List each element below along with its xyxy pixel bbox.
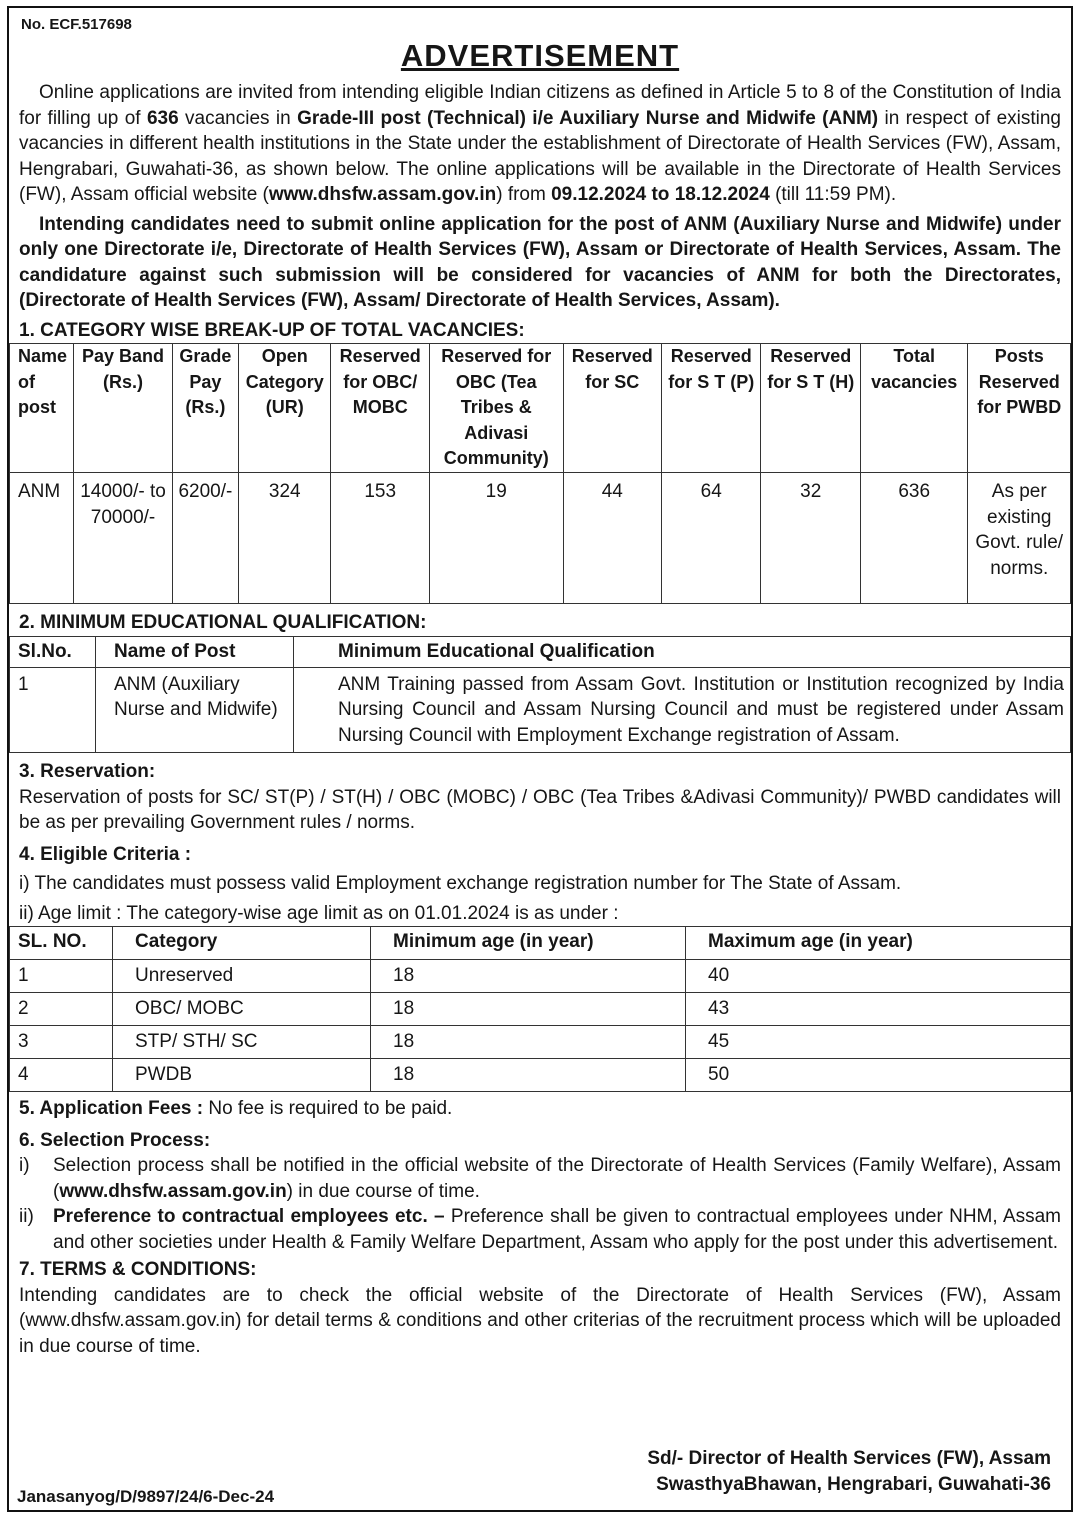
cell-min-age: 18 <box>371 993 686 1026</box>
section-2-heading: 2. MINIMUM EDUCATIONAL QUALIFICATION: <box>19 612 427 633</box>
cell-pwbd: As per existing Govt. rule/ norms. <box>968 473 1071 604</box>
vacancy-table <box>9 343 1071 604</box>
cell-obc-mobc: 153 <box>331 473 429 604</box>
cell-min-age: 18 <box>371 960 686 993</box>
fees-text: No fee is required to be paid. <box>203 1098 453 1119</box>
eligibility-item-2: ii) Age limit : The category-wise age limit as on 01.01.2024 is as under : <box>19 902 619 924</box>
age-limit-table <box>9 926 1071 1092</box>
section-1-heading: 1. CATEGORY WISE BREAK-UP OF TOTAL VACANCIES: <box>19 319 525 341</box>
col-st-h: Reserved for S T (H) <box>761 344 860 473</box>
vacancy-count: 636 <box>146 107 179 129</box>
col-obc-mobc: Reserved for OBC/ MOBC <box>331 344 429 473</box>
intro-section <box>9 80 1071 343</box>
list-number: i) <box>19 1155 30 1176</box>
cell-min-age: 18 <box>371 1026 686 1059</box>
table-row <box>10 473 1071 604</box>
section-3-heading: 3. Reservation: <box>19 761 156 782</box>
signature-line-2: SwasthyaBhawan, Hengrabari, Guwahati-36 <box>656 1474 1051 1495</box>
cell-category: PWDB <box>113 1059 371 1092</box>
selection-text-b: ) in due course of time. <box>286 1180 480 1202</box>
intro-paragraph-1 <box>19 80 1061 208</box>
list-number: ii) <box>19 1206 34 1227</box>
section-6-heading: 6. Selection Process: <box>19 1129 211 1151</box>
terms-text: Intending candidates are to check the official website of the Directorate of Health Services (FW), Assam (www.dhsfw.assam.gov.in) for detail terms & conditions and other criterias of the recruitment process which will be uploaded in due course of time. <box>19 1284 1061 1357</box>
cell-grade-pay: 6200/- <box>172 473 238 604</box>
col-max-age: Maximum age (in year) <box>686 927 1071 960</box>
col-category: Category <box>113 927 371 960</box>
col-pay-band: Pay Band (Rs.) <box>74 344 172 473</box>
cell-category: Unreserved <box>113 960 371 993</box>
intro-text-c: in respect of existing vacancies in different health institutions in the State under the establishment of Directorate of Health Services (FW), Assam, Hengrabari, Guwahati-36, as shown below. The online applications will be available in the Directorate of Health Services (FW), Assam official website ( <box>19 107 1061 205</box>
intro-text-b: vacancies in <box>178 107 298 129</box>
signature-line-1: Sd/- Director of Health Services (FW), Assam <box>647 1448 1051 1469</box>
reference-number: No. ECF.517698 <box>21 16 132 33</box>
cell-st-h: 32 <box>761 473 860 604</box>
cell-st-p: 64 <box>662 473 761 604</box>
cell-post-name: ANM (Auxiliary Nurse and Midwife) <box>96 667 294 753</box>
table-row <box>10 993 1071 1026</box>
website-link[interactable]: www.dhsfw.assam.gov.in <box>268 184 497 205</box>
qualification-table-header <box>10 636 1071 667</box>
cell-post: ANM <box>10 473 74 604</box>
sections-5-to-7 <box>9 1096 1071 1359</box>
cell-max-age: 40 <box>686 960 1071 993</box>
selection-item-2 <box>19 1204 1061 1255</box>
intro-text-d: ) from <box>496 184 552 205</box>
selection-item-2-text <box>53 1204 1061 1255</box>
website-link[interactable]: www.dhsfw.assam.gov.in <box>59 1180 287 1202</box>
table-row <box>10 1059 1071 1092</box>
footer-reference: Janasanyog/D/9897/24/6-Dec-24 <box>17 1487 275 1506</box>
selection-item-1 <box>19 1153 1061 1204</box>
signature-block <box>647 1446 1051 1498</box>
eligibility-item-1: i) The candidates must possess valid Employment exchange registration number for The State of Assam. <box>19 873 902 894</box>
col-min-qualification: Minimum Educational Qualification <box>294 636 1071 667</box>
col-sc: Reserved for SC <box>563 344 661 473</box>
col-name-of-post: Name of post <box>10 344 74 473</box>
section-7-heading: 7. TERMS & CONDITIONS: <box>19 1259 257 1280</box>
qualification-table <box>9 636 1071 754</box>
vacancy-table-header <box>10 344 1071 473</box>
cell-category: OBC/ MOBC <box>113 993 371 1026</box>
col-pwbd: Posts Reserved for PWBD <box>968 344 1071 473</box>
intro-text-a: Online applications are invited from intending eligible Indian citizens as defined in Article 5 to 8 of the Constitution of India for filling up of <box>19 82 1061 129</box>
cell-max-age: 45 <box>686 1026 1071 1059</box>
selection-item-1-text <box>53 1153 1061 1204</box>
col-name-of-post: Name of Post <box>96 636 294 667</box>
col-min-age: Minimum age (in year) <box>371 927 686 960</box>
cell-min-age: 18 <box>371 1059 686 1092</box>
application-dates: 09.12.2024 to 18.12.2024 <box>551 184 770 205</box>
preference-label: Preference to contractual employees etc. – <box>53 1206 445 1227</box>
intro-text-e: (till 11:59 PM). <box>769 184 897 205</box>
col-open-category: Open Category (UR) <box>239 344 331 473</box>
col-st-p: Reserved for S T (P) <box>662 344 761 473</box>
table-row <box>10 1026 1071 1059</box>
cell-sl-no: 1 <box>10 667 96 753</box>
preference-text: Preference shall be given to contractual employees under NHM, Assam and other societies under Health & Family Welfare Department, Assam who apply for the post under this advertisement. <box>53 1206 1061 1253</box>
cell-sl: 3 <box>10 1026 113 1059</box>
cell-obc-tea-tribes: 19 <box>429 473 563 604</box>
section-2 <box>9 610 1071 636</box>
cell-qualification: ANM Training passed from Assam Govt. Institution or Institution recognized by India Nursing Council and Assam Nursing Council and must be registered under Assam Nursing Council with Employment Exchange registration of Assam. <box>294 667 1071 753</box>
table-row <box>10 667 1071 753</box>
col-sl-no: SL. NO. <box>10 927 113 960</box>
age-table-header <box>10 927 1071 960</box>
table-row <box>10 960 1071 993</box>
page-title: ADVERTISEMENT <box>400 38 680 73</box>
cell-open-category: 324 <box>239 473 331 604</box>
fees-label: 5. Application Fees : <box>19 1098 204 1119</box>
col-obc-tea-tribes: Reserved for OBC (Tea Tribes & Adivasi Community) <box>429 344 563 473</box>
selection-text-a: Selection process shall be notified in the official website of the Directorate of Health Services (Family Welfare), Assam ( <box>53 1155 1061 1202</box>
cell-sl: 1 <box>10 960 113 993</box>
cell-category: STP/ STH/ SC <box>113 1026 371 1059</box>
cell-sl: 4 <box>10 1059 113 1092</box>
reservation-text: Reservation of posts for SC/ ST(P) / ST(H) / OBC (MOBC) / OBC (Tea Tribes &Adivasi Community)/ PWBD candidates will be as per prevailing Government rules / norms. <box>19 786 1061 833</box>
intro-paragraph-2: Intending candidates need to submit online application for the post of ANM (Auxiliary Nurse and Midwife) under only one Directorate i/e, Directorate of Health Services (FW), Assam or Directorate of Health Services, Assam. The candidature against such submission will be considered for vacancies of ANM for both the Directorates, (Directorate of Health Services (FW), Assam/ Directorate of Health Services, Assam). <box>19 213 1061 311</box>
col-grade-pay: Grade Pay (Rs.) <box>172 344 238 473</box>
section-3 <box>9 759 1071 926</box>
advertisement-page <box>7 6 1073 1512</box>
application-fees <box>19 1096 1061 1122</box>
cell-max-age: 43 <box>686 993 1071 1026</box>
cell-sl: 2 <box>10 993 113 1026</box>
post-name: Grade-III post (Technical) i/e Auxiliary Nurse and Midwife (ANM) <box>297 107 879 129</box>
cell-max-age: 50 <box>686 1059 1071 1092</box>
cell-pay-band: 14000/- to 70000/- <box>74 473 172 604</box>
cell-total: 636 <box>860 473 968 604</box>
col-total-vacancies: Total vacancies <box>860 344 968 473</box>
col-sl-no: Sl.No. <box>10 636 96 667</box>
section-4-heading: 4. Eligible Criteria : <box>19 843 192 865</box>
cell-sc: 44 <box>563 473 661 604</box>
